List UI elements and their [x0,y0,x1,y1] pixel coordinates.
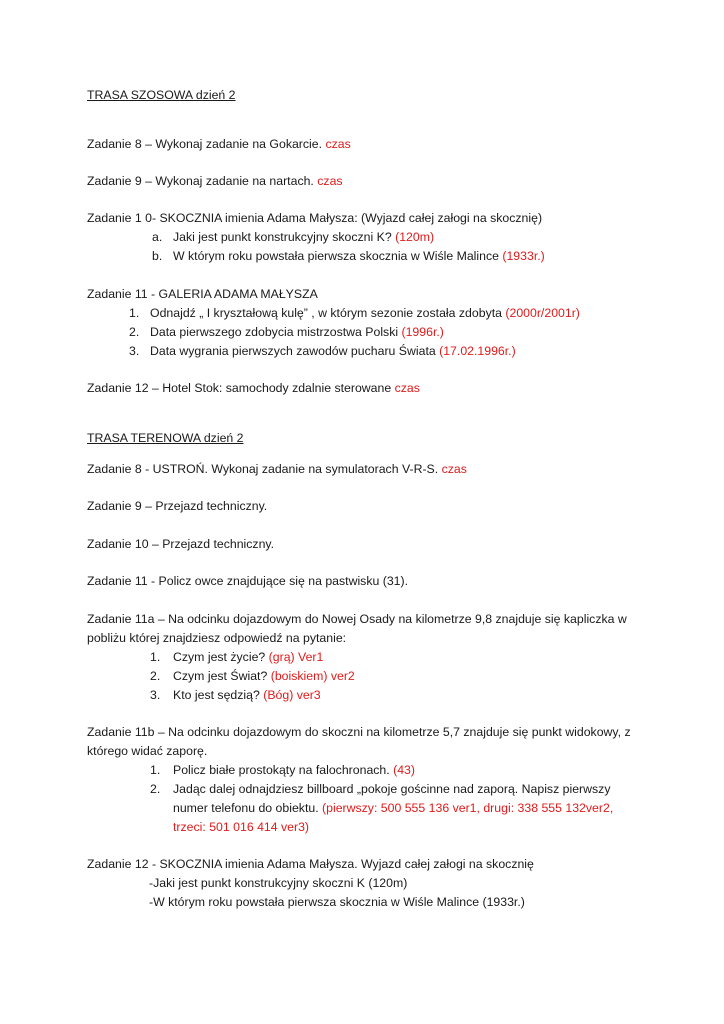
task-12-terenowa: Zadanie 12 - SKOCZNIA imienia Adama Małysza. Wyjazd całej załogi na skocznię [87,857,534,871]
answer: (17.02.1996r.) [439,344,516,358]
task-12-sub2: -W którym roku powstała pierwsza skocznia w Wiśle Malince (1933r.) [149,895,525,909]
task-11a-line1: Zadanie 11a – Na odcinku dojazdowym do Nowej Osady na kilometrze 9,8 znajduje się kapliczka w [87,612,627,626]
section-title-terenowa: TRASA TERENOWA dzień 2 [87,431,244,445]
answer: czas [317,174,343,188]
answer: (pierwszy: 500 555 136 ver1, drugi: 338 555 132ver2, [322,801,614,815]
answer: (boiskiem) ver2 [270,669,355,683]
task-10-terenowa: Zadanie 10 – Przejazd techniczny. [87,537,275,551]
task-11b-line1: Zadanie 11b – Na odcinku dojazdowym do skoczni na kilometrze 5,7 znajduje się punkt widokowy, z [87,725,631,739]
task-10-szosowa: Zadanie 1 0- SKOCZNIA imienia Adama Małysza: (Wyjazd całej załogi na skocznię) [87,211,543,225]
task-9-szosowa: Zadanie 9 – Wykonaj zadanie na nartach. czas [87,174,343,188]
answer: trzeci: 501 016 414 ver3) [173,820,310,834]
answer: (1996r.) [401,325,444,339]
task-11-terenowa: Zadanie 11 - Policz owce znajdujące się na pastwisku (31). [87,574,409,588]
document-page: TRASA SZOSOWA dzień 2 Zadanie 8 – Wykonaj zadanie na Gokarcie. czas Zadanie 9 – Wykonaj zadanie na nartach. czas Zadanie 1 0- SKOCZNIA imienia Adama Małysza: (Wyjazd całej załogi na skocznię) a. Jaki jest punkt konstrukcyjny skoczni K? (120m) b. W którym roku powstała pierwsza skocznia w Wiśle Malince (1933r.) Zadanie 11 - GALERIA ADAMA MAŁYSZA 1. Odnajdź „ I kryształową kulę” , w którym sezonie została zdobyta (2000r/2001r) 2. Data pierwszego zdobycia mistrzostwa Polski (1996r.) 3. Data wygrania pierwszych zawodów pucharu Świata (17.02.1996r.) Zadanie 12 – Hotel Stok: samochody zdalnie sterowane czas TRASA TERENOWA dzień 2 Zadanie 8 - USTROŃ. Wykonaj zadanie na symulatorach V-R-S. czas Zadanie 9 – Przejazd techniczny. Zadanie 10 – Przejazd techniczny. Zadanie 11 - Policz owce znajdujące się na pastwisku (31). Zadanie 11a – Na odcinku dojazdowym do Nowej Osady na kilometrze 9,8 znajduje się kapliczka w pobliżu której znajdziesz odpowiedź na pytanie: 1. Czym jest życie? (grą) Ver1 2. Czym jest Świat? (boiskiem) ver2 3. Kto jest sędzią? (Bóg) ver3 Zadanie 11b – Na odcinku dojazdowym do skoczni na kilometrze 5,7 znajduje się punkt widokowy, z którego widać zaporę. 1. Policz białe prostokąty na falochronach. (43) 2. Jadąc dalej odnajdziesz billboard „pokoje gościnne nad zaporą. Napisz pierwszy numer telefonu do obiektu. (pierwszy: 500 555 136 ver1, drugi: 338 555 132ver2, trzeci: 501 016 414 ver3) Zadanie 12 - SKOCZNIA imienia Adama Małysza. Wyjazd całej załogi na skocznię -Jaki jest punkt konstrukcyjny skoczni K (120m) -W którym roku powstała pierwsza skocznia w Wiśle Malince (1933r.) [87,88,631,909]
task-11a-line2: pobliżu której znajdziesz odpowiedź na pytanie: [87,631,347,645]
task-8-terenowa: Zadanie 8 - USTROŃ. Wykonaj zadanie na symulatorach V-R-S. czas [87,462,467,476]
answer: (grą) Ver1 [268,650,324,664]
task-12-sub1: -Jaki jest punkt konstrukcyjny skoczni K (120m) [149,876,408,890]
answer: (120m) [395,230,435,244]
task-8-szosowa: Zadanie 8 – Wykonaj zadanie na Gokarcie. czas [87,137,351,151]
answer: (1933r.) [502,249,545,263]
task-9-terenowa: Zadanie 9 – Przejazd techniczny. [87,499,268,513]
answer: (2000r/2001r) [505,306,580,320]
section-title-szosowa: TRASA SZOSOWA dzień 2 [87,88,236,102]
task-12-szosowa: Zadanie 12 – Hotel Stok: samochody zdalnie sterowane czas [87,381,420,395]
answer: (Bóg) ver3 [263,688,321,702]
answer: (43) [393,763,415,777]
task-11-szosowa: Zadanie 11 - GALERIA ADAMA MAŁYSZA [87,287,318,301]
task-11b-line2: którego widać zaporę. [87,744,208,758]
answer: czas [441,462,467,476]
answer: czas [394,381,420,395]
answer: czas [325,137,351,151]
